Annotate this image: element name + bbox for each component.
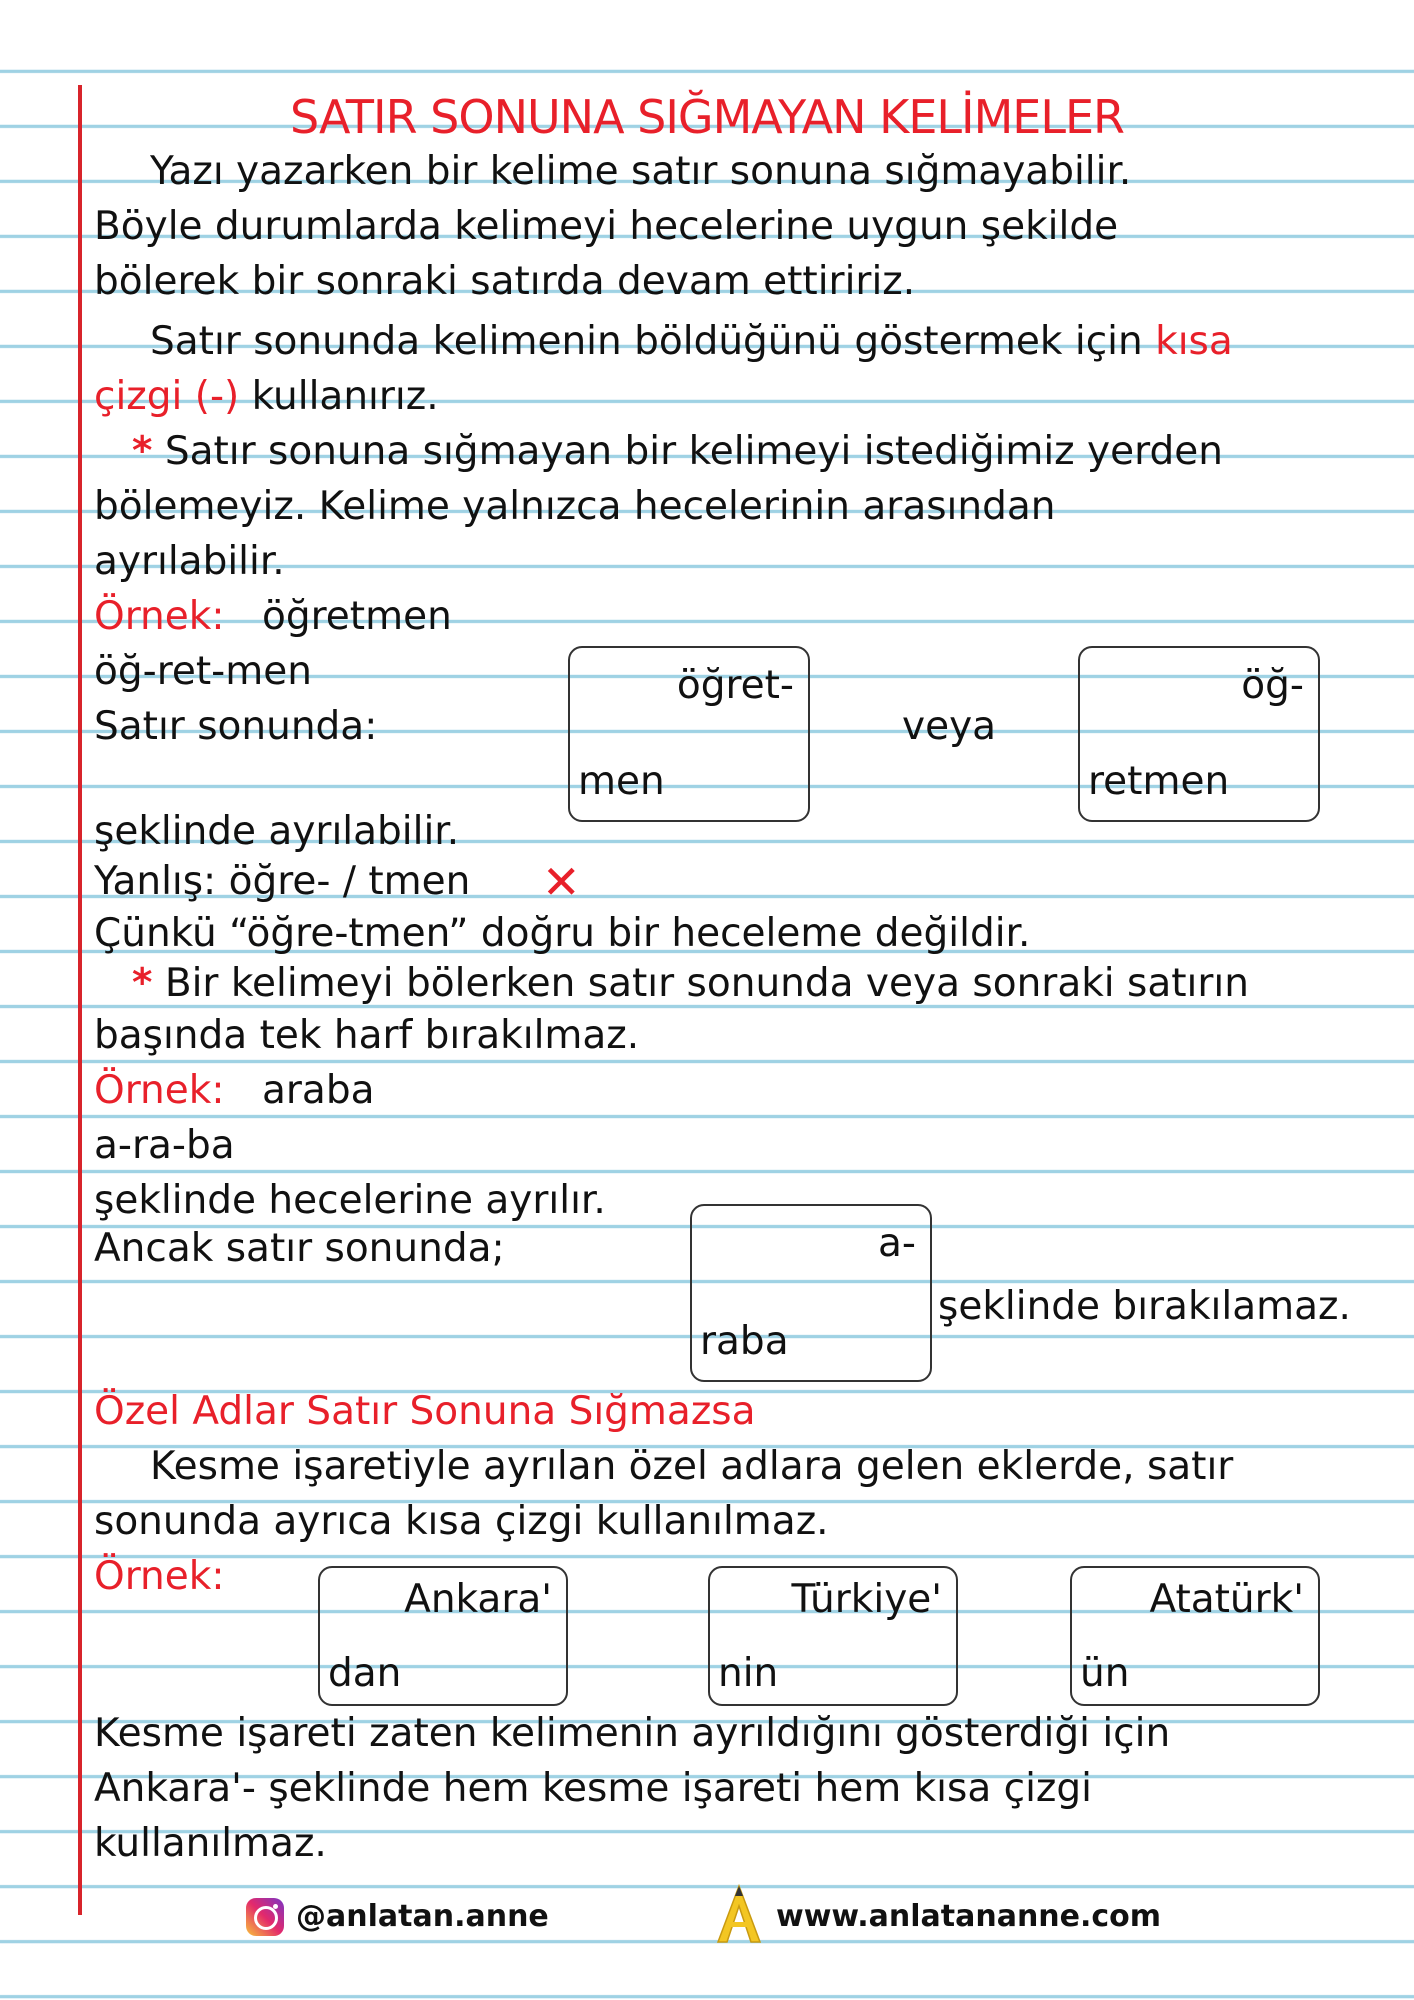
margin-line (78, 85, 82, 1915)
instagram-handle[interactable]: @anlatan.anne (296, 1899, 549, 1934)
section-2-line-2: sonunda ayrıca kısa çizgi kullanılmaz. (94, 1499, 829, 1544)
highlight-cizgi: çizgi (-) (94, 374, 240, 419)
split-box-second-part: nin (718, 1651, 779, 1696)
highlight-kisa: kısa (1155, 319, 1233, 364)
rule-2-line-2: başında tek harf bırakılmaz. (94, 1013, 640, 1058)
paragraph-1-line-3: bölerek bir sonraki satırda devam ettiririz. (94, 259, 916, 304)
split-box-first-part: Ankara' (404, 1577, 552, 1622)
section-2-line-1: Kesme işaretiyle ayrılan özel adlara gelen eklerde, satır (150, 1444, 1234, 1489)
example-1-after: şeklinde ayrılabilir. (94, 809, 460, 854)
website-link[interactable]: www.anlatananne.com (776, 1899, 1162, 1934)
example-2-after: şeklinde hecelerine ayrılır. (94, 1178, 606, 1223)
paragraph-2-text: Satır sonunda kelimenin böldüğünü göstermek için (150, 319, 1143, 364)
section-2-example-label: Örnek: (94, 1554, 225, 1599)
example-1-syllables: öğ-ret-men (94, 649, 312, 694)
split-box-second-part: raba (700, 1319, 789, 1364)
conclusion-line-1: Kesme işareti zaten kelimenin ayrıldığını gösterdiği için (94, 1711, 1171, 1756)
section-2-heading: Özel Adlar Satır Sonuna Sığmazsa (94, 1389, 756, 1434)
rule-2-line-1 (132, 960, 1249, 1008)
example-2-word: araba (262, 1068, 375, 1113)
conclusion-line-3: kullanılmaz. (94, 1821, 327, 1866)
example-1-word: öğretmen (262, 594, 452, 639)
paragraph-2-line-2 (94, 373, 439, 421)
rule-1-line-1 (132, 428, 1223, 476)
example-1-label: Örnek: (94, 594, 225, 639)
asterisk-icon: * (132, 961, 153, 1006)
rule-1-line-3: ayrılabilir. (94, 539, 285, 584)
split-box-ogret-men (568, 646, 810, 822)
paragraph-1-line-2: Böyle durumlarda kelimeyi hecelerine uygun şekilde (94, 204, 1119, 249)
paragraph-1-line-1: Yazı yazarken bir kelime satır sonuna sığmayabilir. (150, 149, 1132, 194)
split-box-second-part: ün (1080, 1651, 1130, 1696)
example-1-wrong: Yanlış: öğre- / tmen (94, 859, 471, 904)
example-1-reason: Çünkü “öğre-tmen” doğru bir heceleme değildir. (94, 911, 1031, 956)
asterisk-icon: * (132, 429, 153, 474)
split-box-ataturk (1070, 1566, 1320, 1706)
example-2-not: şeklinde bırakılamaz. (938, 1284, 1351, 1329)
example-2-but: Ancak satır sonunda; (94, 1226, 505, 1271)
split-box-first-part: öğ- (1241, 663, 1304, 708)
split-box-first-part: a- (878, 1221, 916, 1266)
or-text: veya (902, 704, 997, 749)
split-box-first-part: öğret- (676, 663, 794, 708)
cross-icon: ✕ (542, 855, 581, 909)
example-2-syllables: a-ra-ba (94, 1123, 235, 1168)
example-2-label: Örnek: (94, 1068, 225, 1113)
rule-1-text: Satır sonuna sığmayan bir kelimeyi istediğimiz yerden (164, 429, 1223, 474)
split-box-second-part: dan (328, 1651, 402, 1696)
example-1-line-end: Satır sonunda: (94, 704, 378, 749)
split-box-og-retmen (1078, 646, 1320, 822)
split-box-a-raba (690, 1204, 932, 1382)
split-box-second-part: men (578, 759, 665, 804)
rule-1-line-2: bölemeyiz. Kelime yalnızca hecelerinin arasından (94, 484, 1056, 529)
pencil-a-logo-icon (714, 1884, 764, 1944)
instagram-icon (246, 1898, 284, 1936)
paragraph-2-line-1 (150, 318, 1233, 366)
conclusion-line-2: Ankara'- şeklinde hem kesme işareti hem kısa çizgi (94, 1766, 1092, 1811)
rule-2-text: Bir kelimeyi bölerken satır sonunda veya sonraki satırın (164, 961, 1249, 1006)
split-box-first-part: Atatürk' (1149, 1577, 1304, 1622)
split-box-turkiye (708, 1566, 958, 1706)
paragraph-2-end: kullanırız. (251, 374, 439, 419)
split-box-second-part: retmen (1088, 759, 1230, 804)
split-box-ankara (318, 1566, 568, 1706)
page-title: SATIR SONUNA SIĞMAYAN KELİMELER (289, 90, 1125, 144)
split-box-first-part: Türkiye' (791, 1577, 942, 1622)
